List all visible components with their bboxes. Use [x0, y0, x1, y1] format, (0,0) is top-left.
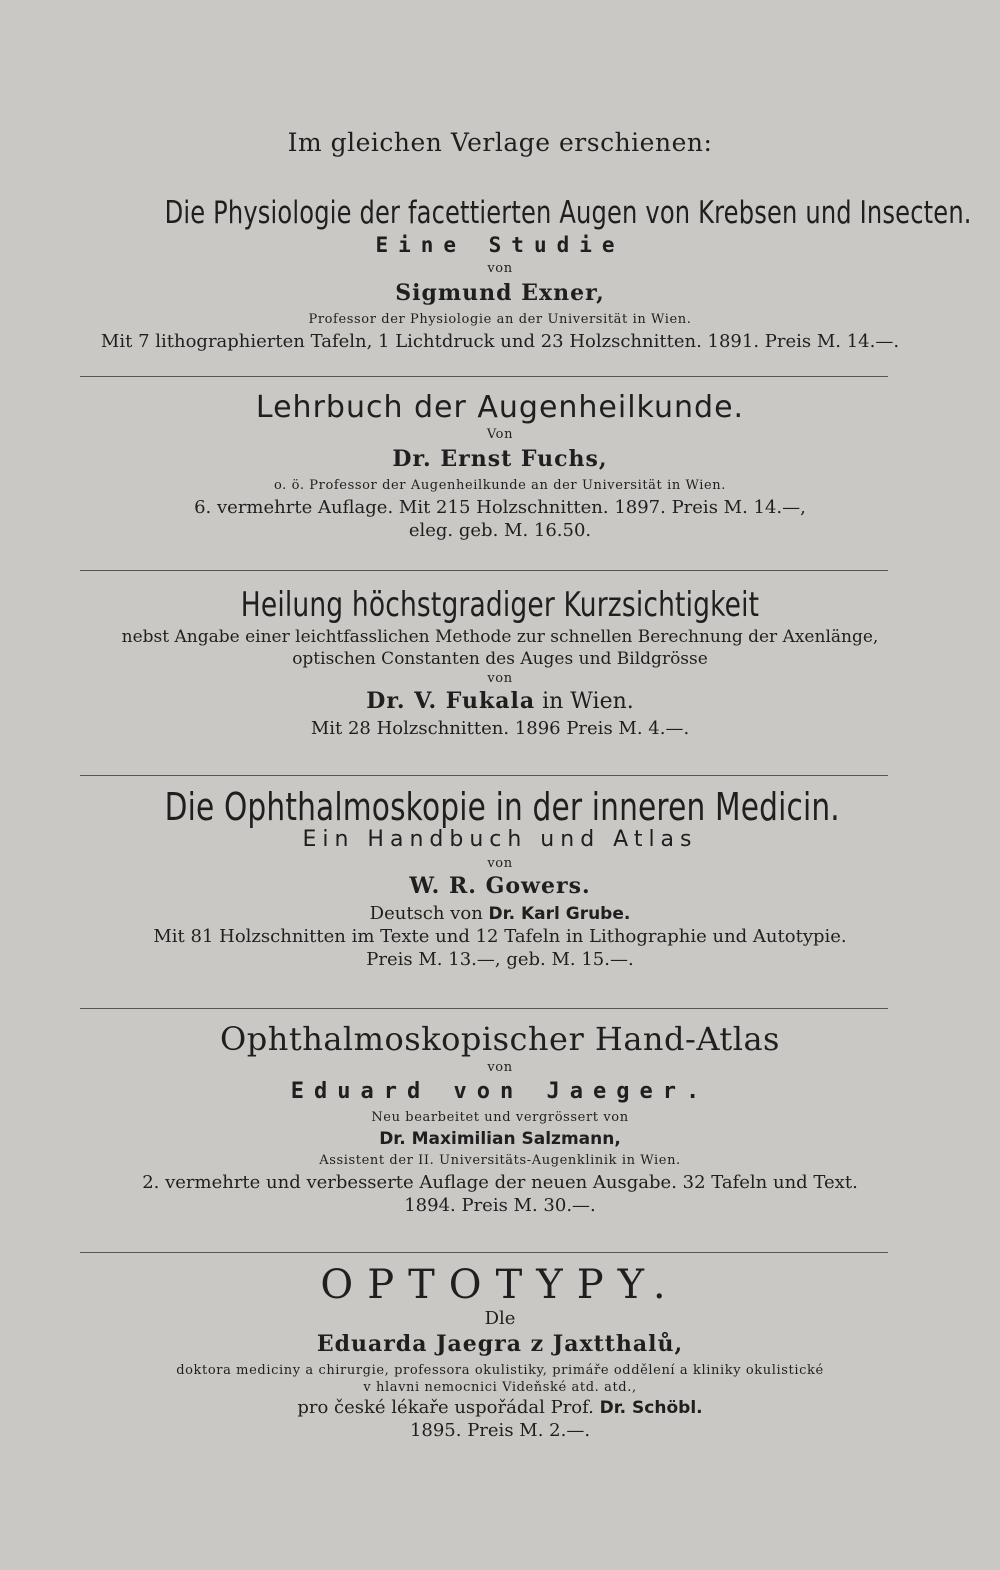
book-entry-gowers	[70, 785, 930, 970]
book-details: Mit 28 Holzschnitten. 1896 Preis M. 4.—.	[310, 718, 690, 739]
author-affiliation-2: v hlavni nemocnici Videňské atd. atd.,	[363, 1380, 637, 1395]
translator-prefix: Deutsch von	[369, 903, 489, 924]
book-details: Mit 7 lithographierten Tafeln, 1 Lichtdruck und 23 Holzschnitten. 1891. Preis M. 14.—.	[100, 331, 900, 352]
book-title: Die Ophthalmoskopie in der inneren Medicin.	[164, 785, 840, 829]
divider	[80, 1008, 888, 1009]
book-entry-fukala	[70, 585, 930, 739]
divider	[80, 1252, 888, 1253]
book-author: W. R. Gowers.	[409, 873, 591, 899]
book-editor: Dr. Maximilian Salzmann,	[379, 1129, 621, 1149]
von-label: Dle	[484, 1308, 516, 1329]
von-label: von	[487, 671, 513, 686]
book-details-2: 1894. Preis M. 30.—.	[404, 1195, 596, 1216]
book-entry-exner	[70, 195, 972, 352]
book-author: Dr. Ernst Fuchs,	[392, 446, 608, 472]
von-label: von	[487, 856, 513, 871]
book-title: Die Physiologie der facettierten Augen von Krebsen und Insecten.	[164, 195, 972, 231]
book-entry-fuchs	[70, 390, 930, 541]
book-details-2: eleg. geb. M. 16.50.	[408, 520, 592, 541]
von-label: von	[487, 261, 513, 276]
book-title: OPTOTYPY.	[320, 1262, 680, 1308]
author-line	[70, 688, 930, 714]
editor-affiliation: Assistent der II. Universitäts-Augenklinik in Wien.	[319, 1153, 681, 1168]
book-details: 1895. Preis M. 2.—.	[409, 1420, 591, 1441]
page-heading: Im gleichen Verlage erschienen:	[287, 128, 713, 157]
book-description-2: optischen Constanten des Auges und Bildgrösse	[292, 649, 708, 669]
book-author: Eduarda Jaegra z Jaxtthalů,	[316, 1331, 684, 1357]
translator-name: Dr. Karl Grube.	[488, 904, 631, 924]
divider	[80, 570, 888, 571]
book-title: Ophthalmoskopischer Hand-Atlas	[220, 1020, 780, 1058]
von-label: Von	[486, 427, 514, 442]
book-entry-jaeger-atlas	[70, 1020, 930, 1216]
book-subtitle: Ein Handbuch und Atlas	[302, 827, 698, 852]
book-details-2: Preis M. 13.—, geb. M. 15.—.	[366, 949, 634, 970]
editor-name: Dr. Schöbl.	[599, 1398, 703, 1418]
book-entry-optotypy	[70, 1262, 930, 1441]
author-affiliation: doktora mediciny a chirurgie, professora okulistiky, primáře oddělení a kliniky okulistické	[176, 1363, 824, 1378]
divider	[80, 775, 888, 776]
book-title: Heilung höchstgradiger Kurzsichtigkeit	[240, 585, 760, 625]
author-location: in Wien.	[535, 689, 634, 714]
book-details: 6. vermehrte Auflage. Mit 215 Holzschnitten. 1897. Preis M. 14.—,	[194, 497, 806, 518]
editor-note: Neu bearbeitet und vergrössert von	[371, 1110, 629, 1125]
author-affiliation: o. ö. Professor der Augenheilkunde an der Universität in Wien.	[273, 478, 727, 493]
book-details: 2. vermehrte und verbesserte Auflage der neuen Ausgabe. 32 Tafeln und Text.	[142, 1172, 858, 1193]
book-author: Eduard von Jaeger.	[290, 1079, 710, 1104]
editor-line	[70, 1397, 930, 1418]
author-affiliation: Professor der Physiologie an der Universität in Wien.	[308, 312, 692, 327]
book-description: nebst Angabe einer leichtfasslichen Methode zur schnellen Berechnung der Axenlänge,	[121, 627, 879, 647]
divider	[80, 376, 888, 377]
book-author: Dr. V. Fukala	[366, 688, 536, 714]
editor-prefix: pro české lékaře uspořádal Prof.	[297, 1397, 600, 1418]
book-details: Mit 81 Holzschnitten im Texte und 12 Tafeln in Lithographie und Autotypie.	[153, 926, 847, 947]
book-subtitle: Eine Studie	[375, 233, 625, 257]
translator-line	[70, 903, 930, 924]
book-title: Lehrbuch der Augenheilkunde.	[255, 390, 745, 425]
von-label: von	[487, 1060, 513, 1075]
book-author: Sigmund Exner,	[395, 280, 605, 306]
